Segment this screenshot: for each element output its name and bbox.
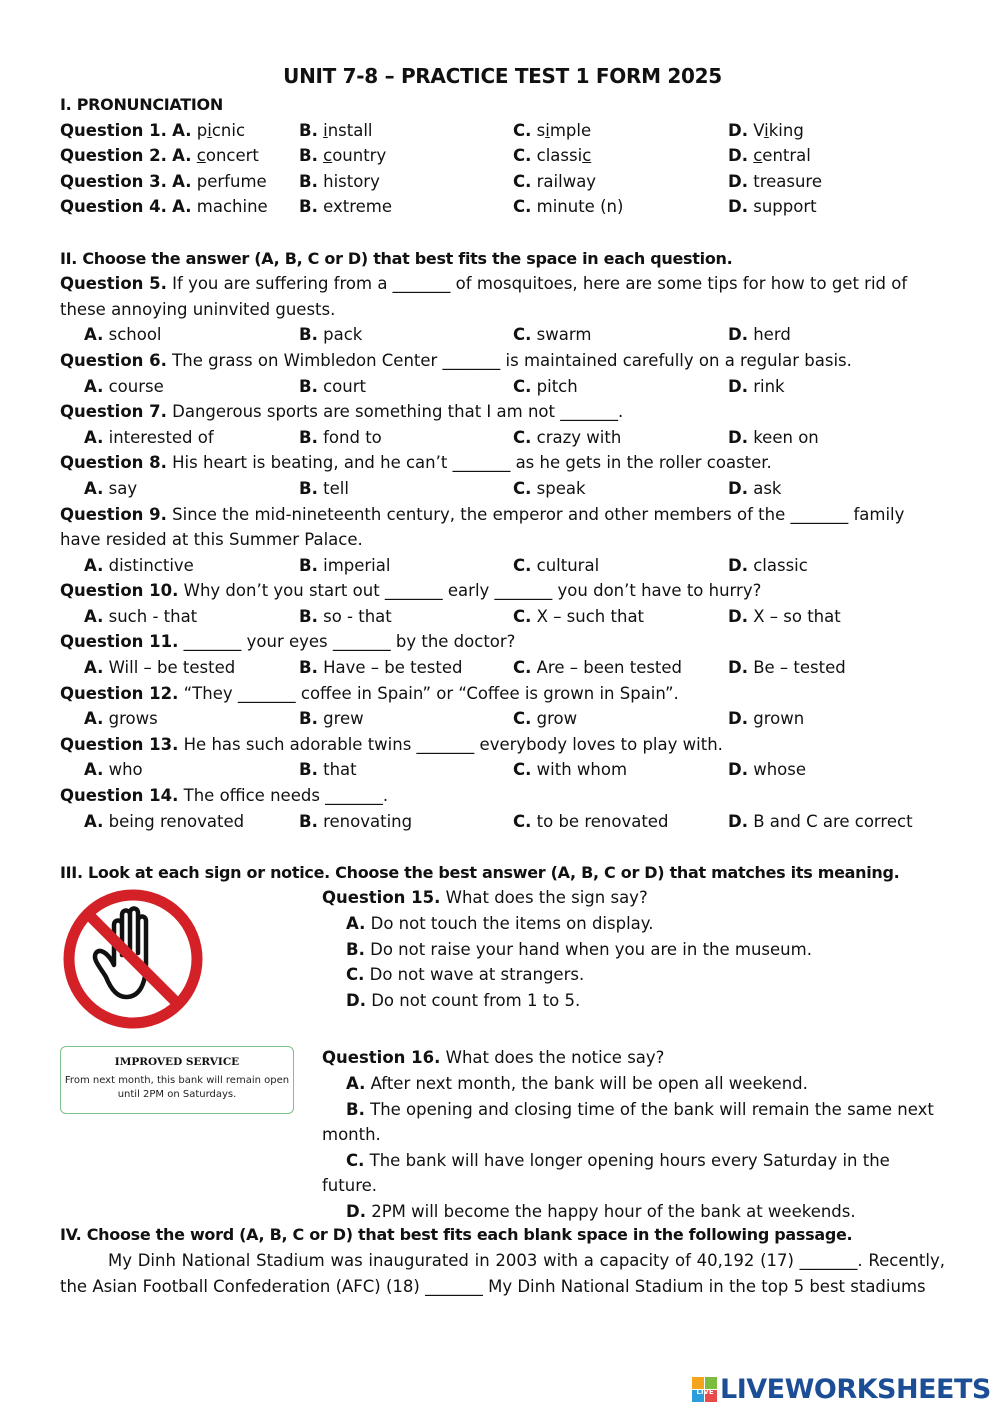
pron-q2-option-a[interactable]: Question 2. A. concert: [60, 146, 259, 166]
question-9-stem: Question 9. Since the mid-nineteenth century, the emperor and other members of the _______ family have resided at this Summer Palace.: [60, 504, 905, 550]
question-12-options: [60, 706, 945, 732]
q15-option-a[interactable]: A. Do not touch the items on display.: [346, 914, 654, 933]
question-6-stem: Question 6. The grass on Wimbledon Center _______ is maintained carefully on a regular basis.: [60, 350, 852, 370]
question-6-option-b[interactable]: B. court: [299, 376, 366, 396]
pronunciation-question-3: [60, 169, 945, 195]
question-11-option-c[interactable]: C. Are – been tested: [513, 658, 683, 678]
question-6-option-c[interactable]: C. pitch: [513, 376, 578, 396]
question-11-options: [60, 655, 945, 681]
question-9-option-c[interactable]: C. cultural: [513, 555, 600, 575]
pron-q1-option-b[interactable]: B. install: [299, 120, 373, 140]
question-5-option-d[interactable]: D. herd: [728, 325, 791, 345]
question-8-option-a[interactable]: A. say: [84, 478, 138, 498]
question-7-option-c[interactable]: C. crazy with: [513, 427, 622, 447]
passage-text: My Dinh National Stadium was inaugurated in 2003 with a capacity of 40,192 (17) _______. Recently, the Asian Football Confederation (AFC) (18) _______ My Dinh National Stadium in the top 5 best stadiums: [60, 1251, 945, 1296]
logo-text: LIVEWORKSHEETS: [720, 1374, 991, 1405]
q16-option-a[interactable]: A. After next month, the bank will be open all weekend.: [346, 1074, 808, 1093]
section-passage: IV. Choose the word (A, B, C or D) that best fits each blank space in the following passage.: [60, 1225, 853, 1245]
pron-q4-option-c[interactable]: C. minute (n): [513, 197, 624, 217]
pron-q1-option-c[interactable]: C. simple: [513, 120, 592, 140]
question-8-option-c[interactable]: C. speak: [513, 478, 586, 498]
question-5-option-c[interactable]: C. swarm: [513, 325, 592, 345]
question-14-options: [60, 809, 945, 835]
q15-option-c[interactable]: C. Do not wave at strangers.: [346, 965, 585, 985]
question-13-option-b[interactable]: B. that: [299, 760, 357, 780]
question-13-option-c[interactable]: C. with whom: [513, 760, 628, 780]
pron-q3-option-c[interactable]: C. railway: [513, 171, 597, 191]
question-14-option-c[interactable]: C. to be renovated: [513, 811, 669, 831]
pron-q4-option-b[interactable]: B. extreme: [299, 197, 393, 217]
question-7-option-b[interactable]: B. fond to: [299, 427, 382, 447]
q16-label: Question 16.: [322, 1048, 441, 1068]
question-12-stem: Question 12. “They _______ coffee in Spain” or “Coffee is grown in Spain”.: [60, 683, 679, 703]
bank-notice: [60, 1046, 294, 1114]
question-5-option-a[interactable]: A. school: [84, 325, 162, 345]
liveworksheets-logo-icon: [692, 1377, 718, 1403]
logo-icon-letters: LIVE: [696, 1387, 714, 1396]
notice-body: From next month, this bank will remain open until 2PM on Saturdays.: [64, 1075, 290, 1101]
q15-text: What does the sign say?: [440, 888, 648, 908]
q16-text: What does the notice say?: [440, 1048, 665, 1068]
pron-q4-option-a[interactable]: Question 4. A. machine: [60, 197, 268, 217]
question-9-option-b[interactable]: B. imperial: [299, 555, 391, 575]
no-touch-sign-icon: [60, 885, 210, 1035]
pron-q1-option-a[interactable]: Question 1. A. picnic: [60, 120, 246, 140]
question-8-option-d[interactable]: D. ask: [728, 478, 782, 498]
q15-option-b[interactable]: B. Do not raise your hand when you are in the museum.: [346, 939, 812, 959]
pron-q2-option-d[interactable]: D. central: [728, 146, 811, 166]
pron-q3-option-d[interactable]: D. treasure: [728, 171, 822, 191]
q16-option-c[interactable]: C. The bank will have longer opening hours every Saturday in the future.: [322, 1150, 890, 1196]
question-9-option-d[interactable]: D. classic: [728, 555, 808, 575]
section-pronunciation: I. PRONUNCIATION: [60, 95, 223, 114]
question-11-option-a[interactable]: A. Will – be tested: [84, 658, 236, 678]
liveworksheets-logo: [692, 1374, 991, 1405]
section-signs: III. Look at each sign or notice. Choose the best answer (A, B, C or D) that matches its meaning.: [60, 862, 900, 882]
q16-option-b[interactable]: B. The opening and closing time of the bank will remain the same next month.: [322, 1099, 934, 1145]
question-8-option-b[interactable]: B. tell: [299, 478, 349, 498]
question-5-options: [60, 322, 945, 348]
pron-q2-option-c[interactable]: C. classic: [513, 146, 592, 166]
page-title: UNIT 7-8 – PRACTICE TEST 1 FORM 2025: [283, 64, 722, 88]
question-7-stem: Question 7. Dangerous sports are something that I am not _______.: [60, 402, 624, 422]
pronunciation-question-4: [60, 194, 945, 220]
question-12-option-a[interactable]: A. grows: [84, 709, 158, 729]
pron-q3-option-a[interactable]: Question 3. A. perfume: [60, 171, 267, 191]
pronunciation-list: [60, 118, 945, 220]
question-13-stem: Question 13. He has such adorable twins _______ everybody loves to play with.: [60, 734, 723, 754]
question-16-block: [60, 1038, 945, 1222]
worksheet-page: [60, 62, 945, 1299]
question-12-option-c[interactable]: C. grow: [513, 709, 578, 729]
question-6-options: [60, 374, 945, 400]
question-15-block: [60, 885, 945, 1038]
q15-label: Question 15.: [322, 888, 441, 908]
question-11-option-b[interactable]: B. Have – be tested: [299, 658, 463, 678]
question-11-option-d[interactable]: D. Be – tested: [728, 658, 846, 678]
question-14-option-b[interactable]: B. renovating: [299, 811, 413, 831]
q16-option-d[interactable]: D. 2PM will become the happy hour of the bank at weekends.: [346, 1201, 856, 1221]
question-11-stem: Question 11. _______ your eyes _______ by the doctor?: [60, 632, 516, 652]
q15-option-d[interactable]: D. Do not count from 1 to 5.: [346, 990, 581, 1010]
question-10-option-a[interactable]: A. such - that: [84, 606, 198, 626]
question-7-option-a[interactable]: A. interested of: [84, 427, 214, 447]
question-10-option-b[interactable]: B. so - that: [299, 606, 392, 626]
question-5-option-b[interactable]: B. pack: [299, 325, 363, 345]
question-8-stem: Question 8. His heart is beating, and he can’t _______ as he gets in the roller coaster.: [60, 453, 772, 473]
pron-q3-option-b[interactable]: B. history: [299, 171, 380, 191]
pron-q1-option-d[interactable]: D. Viking: [728, 120, 804, 140]
question-10-option-d[interactable]: D. X – so that: [728, 606, 841, 626]
question-14-stem: Question 14. The office needs _______.: [60, 786, 389, 806]
question-10-options: [60, 604, 945, 630]
question-13-option-d[interactable]: D. whose: [728, 760, 807, 780]
pronunciation-question-1: [60, 118, 945, 144]
question-7-options: [60, 425, 945, 451]
question-9-options: [60, 553, 945, 579]
notice-title: IMPROVED SERVICE: [114, 1056, 240, 1069]
question-6-option-d[interactable]: D. rink: [728, 376, 785, 396]
question-12-option-d[interactable]: D. grown: [728, 709, 805, 729]
question-8-options: [60, 476, 945, 502]
question-5-stem: Question 5. If you are suffering from a _______ of mosquitoes, here are some tips for how to get rid of these annoying uninvited guests.: [60, 274, 908, 319]
question-10-option-c[interactable]: C. X – such that: [513, 606, 645, 626]
question-12-option-b[interactable]: B. grew: [299, 709, 364, 729]
pronunciation-question-2: [60, 143, 945, 169]
pron-q2-option-b[interactable]: B. country: [299, 146, 387, 166]
question-10-stem: Question 10. Why don’t you start out _______ early _______ you don’t have to hurry?: [60, 581, 762, 601]
pron-q4-option-d[interactable]: D. support: [728, 197, 817, 217]
question-13-option-a[interactable]: A. who: [84, 760, 143, 780]
question-6-option-a[interactable]: A. course: [84, 376, 164, 396]
question-13-options: [60, 757, 945, 783]
question-9-option-a[interactable]: A. distinctive: [84, 555, 194, 575]
question-7-option-d[interactable]: D. keen on: [728, 427, 819, 447]
question-14-option-d[interactable]: D. B and C are correct: [728, 811, 913, 831]
mcq-list: [60, 271, 945, 834]
question-14-option-a[interactable]: A. being renovated: [84, 811, 245, 831]
section-grammar: II. Choose the answer (A, B, C or D) that best fits the space in each question.: [60, 248, 733, 268]
